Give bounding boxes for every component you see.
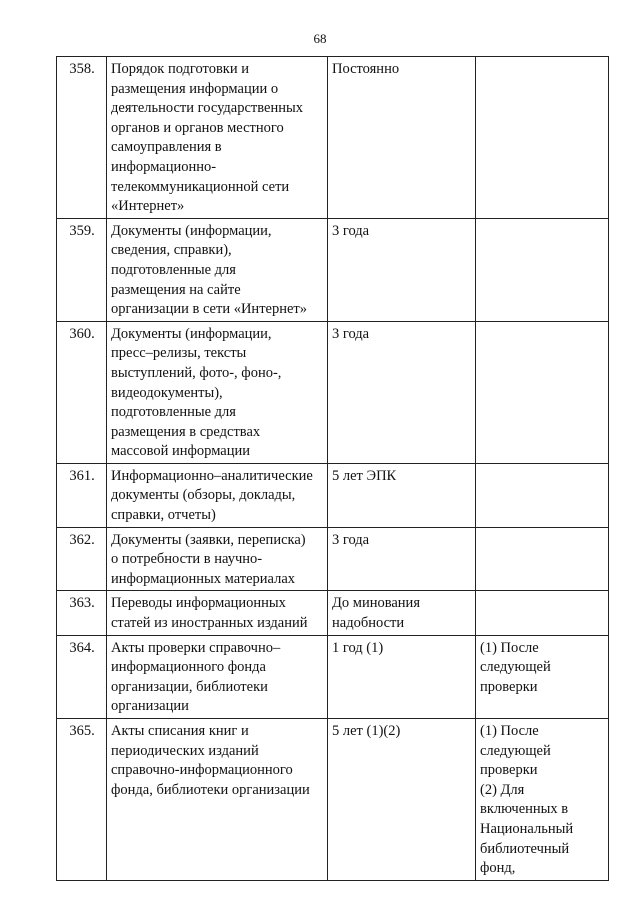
document-title-line: видеодокументы), — [111, 384, 223, 401]
table-row — [57, 57, 609, 219]
retention-term-line: 3 года — [332, 325, 370, 342]
row-number-cell: 361. — [57, 463, 107, 527]
document-title-line: информационно- — [111, 158, 217, 175]
note-line: следующей — [480, 742, 551, 759]
retention-term-line: надобности — [332, 615, 405, 632]
document-title-line: Документы (информации, — [111, 325, 272, 342]
table-row — [57, 218, 609, 321]
retention-term-line: 3 года — [332, 222, 370, 239]
document-title-line: справки, отчеты) — [111, 507, 216, 524]
document-title-line: Документы (заявки, переписка) — [111, 531, 306, 548]
document-title-line: размещения в средствах — [111, 423, 261, 440]
table-row — [57, 321, 609, 463]
note-line: Национальный — [480, 820, 574, 837]
document-title-cell — [107, 719, 328, 881]
note-line: библиотечный — [480, 840, 570, 857]
note-cell — [476, 463, 609, 527]
document-title-cell — [107, 321, 328, 463]
note-line: следующей — [480, 659, 551, 676]
note-line: (2) Для — [480, 781, 525, 798]
document-title-line: выступлений, фото-, фоно-, — [111, 364, 282, 381]
retention-term-line: 3 года — [332, 531, 370, 548]
document-title-line: органов и органов местного — [111, 119, 284, 136]
document-title-line: телекоммуникационной сети — [111, 178, 290, 195]
retention-term-cell — [328, 635, 476, 718]
document-title-cell — [107, 463, 328, 527]
table-row — [57, 463, 609, 527]
row-number-cell: 359. — [57, 218, 107, 321]
row-number-cell: 365. — [57, 719, 107, 881]
note-line: (1) После — [480, 639, 539, 656]
retention-term-line: 1 год (1) — [332, 639, 384, 656]
note-cell — [476, 635, 609, 718]
retention-term-line: Постоянно — [332, 61, 400, 77]
document-title-line: сведения, справки), — [111, 242, 232, 259]
document-title-line: подготовленные для — [111, 261, 236, 278]
document-title-line: Порядок подготовки и — [111, 61, 249, 77]
table-row — [57, 719, 609, 881]
note-cell — [476, 591, 609, 635]
document-title-cell — [107, 591, 328, 635]
note-cell — [476, 719, 609, 881]
document-title-line: статей из иностранных изданий — [111, 615, 308, 632]
note-line: включенных в — [480, 801, 569, 818]
row-number-cell: 360. — [57, 321, 107, 463]
retention-term-cell — [328, 719, 476, 881]
retention-term-line: 5 лет ЭПК — [332, 467, 397, 484]
document-title-line: организации в сети «Интернет» — [111, 301, 307, 318]
note-line: фонд, — [480, 860, 516, 877]
records-table — [56, 56, 609, 881]
retention-term-cell — [328, 527, 476, 591]
table-row — [57, 635, 609, 718]
document-title-line: организации, библиотеки — [111, 678, 268, 695]
document-title-line: размещения на сайте — [111, 281, 241, 298]
retention-term-cell — [328, 591, 476, 635]
document-title-line: Акты проверки справочно– — [111, 639, 281, 656]
document-title-line: фонда, библиотеки организации — [111, 781, 310, 798]
document-title-line: деятельности государственных — [111, 100, 303, 117]
retention-term-cell — [328, 57, 476, 219]
document-title-cell — [107, 635, 328, 718]
document-title-line: подготовленные для — [111, 404, 236, 421]
document-title-line: справочно-информационного — [111, 762, 293, 779]
document-title-line: массовой информации — [111, 443, 251, 460]
document-title-line: организации — [111, 698, 189, 715]
document-title-line: о потребности в научно- — [111, 551, 263, 568]
document-title-line: Информационно–аналитические — [111, 467, 313, 484]
records-body — [57, 57, 609, 881]
document-title-cell — [107, 57, 328, 219]
row-number-cell: 363. — [57, 591, 107, 635]
document-title-cell — [107, 527, 328, 591]
table-row — [57, 527, 609, 591]
document-title-line: периодических изданий — [111, 742, 259, 759]
document-title-line: Переводы информационных — [111, 595, 286, 612]
document-title-line: информационного фонда — [111, 659, 266, 676]
note-line: проверки — [480, 678, 538, 695]
page-number: 68 — [313, 31, 327, 46]
document-title-line: информационных материалах — [111, 570, 296, 587]
document-title-line: «Интернет» — [111, 198, 185, 215]
document-title-cell — [107, 218, 328, 321]
note-line: (1) После — [480, 723, 539, 739]
document-title-line: размещения информации о — [111, 80, 279, 97]
document-title-line: документы (обзоры, доклады, — [111, 487, 296, 504]
note-line: проверки — [480, 762, 538, 779]
retention-term-cell — [328, 321, 476, 463]
document-title-line: самоуправления в — [111, 139, 222, 156]
note-cell — [476, 527, 609, 591]
document-title-line: Документы (информации, — [111, 222, 272, 239]
table-row — [57, 591, 609, 635]
note-cell — [476, 57, 609, 219]
row-number-cell: 364. — [57, 635, 107, 718]
note-cell — [476, 218, 609, 321]
document-title-line: пресс–релизы, тексты — [111, 345, 247, 362]
note-cell — [476, 321, 609, 463]
retention-term-cell — [328, 218, 476, 321]
retention-term-line: До минования — [332, 595, 420, 612]
row-number-cell: 362. — [57, 527, 107, 591]
document-title-line: Акты списания книг и — [111, 723, 249, 739]
retention-term-line: 5 лет (1)(2) — [332, 723, 401, 739]
row-number-cell: 358. — [57, 57, 107, 219]
retention-term-cell — [328, 463, 476, 527]
